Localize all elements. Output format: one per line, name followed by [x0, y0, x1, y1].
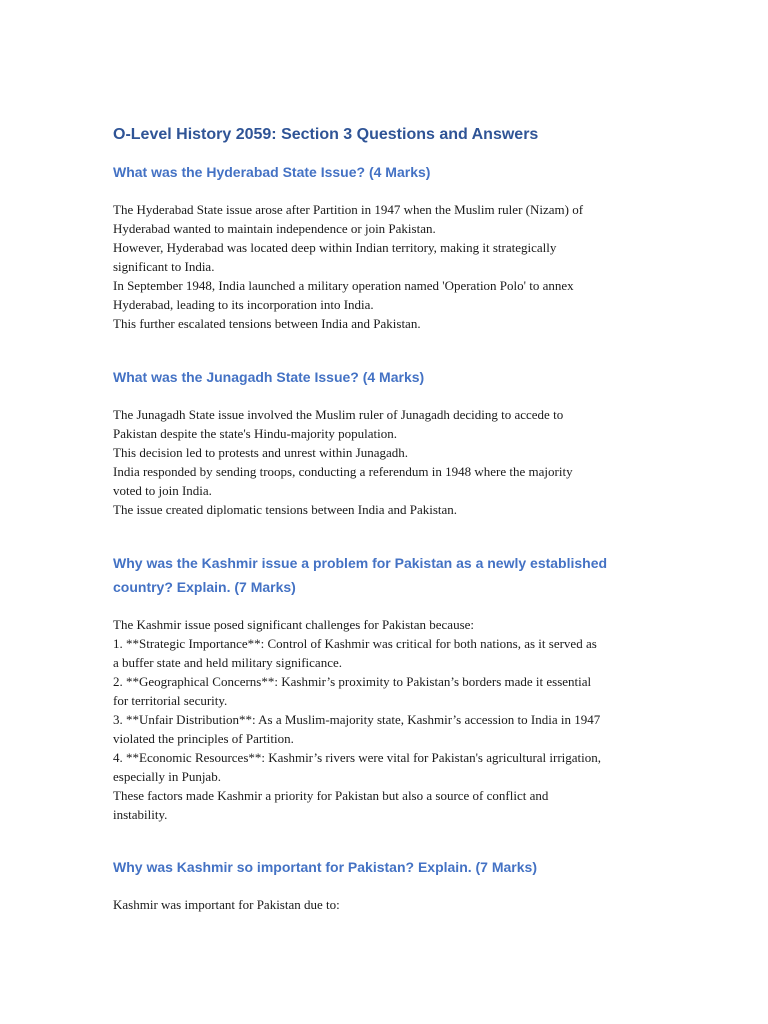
paragraph-line: 3. **Unfair Distribution**: As a Muslim-majority state, Kashmir’s accession to India in 1947	[113, 712, 601, 727]
paragraph-line: However, Hyderabad was located deep within Indian territory, making it strategically	[113, 240, 557, 255]
paragraph-line: violated the principles of Partition.	[113, 731, 294, 746]
paragraph-line: voted to join India.	[113, 483, 212, 498]
document-page	[113, 122, 661, 914]
section-heading-hyderabad: What was the Hyderabad State Issue? (4 Marks)	[113, 164, 431, 180]
paragraph-line: for territorial security.	[113, 693, 228, 708]
heading-line: country? Explain. (7 Marks)	[113, 579, 296, 595]
paragraph-line: instability.	[113, 807, 168, 822]
paragraph-line: This decision led to protests and unrest within Junagadh.	[113, 445, 408, 460]
paragraph-line: 2. **Geographical Concerns**: Kashmir’s proximity to Pakistan’s borders made it essential	[113, 674, 592, 689]
paragraph-line: especially in Punjab.	[113, 769, 221, 784]
section-heading-kashmir-importance: Why was Kashmir so important for Pakistan? Explain. (7 Marks)	[113, 859, 537, 875]
section-body-hyderabad	[113, 200, 661, 333]
paragraph-line: The Hyderabad State issue arose after Partition in 1947 when the Muslim ruler (Nizam) of	[113, 202, 584, 217]
paragraph-line: The issue created diplomatic tensions between India and Pakistan.	[113, 502, 458, 517]
paragraph-line: 1. **Strategic Importance**: Control of Kashmir was critical for both nations, as it served as	[113, 636, 597, 651]
paragraph-line: Kashmir was important for Pakistan due to:	[113, 897, 340, 912]
section-body-junagadh	[113, 405, 661, 519]
paragraph-line: These factors made Kashmir a priority for Pakistan but also a source of conflict and	[113, 788, 549, 803]
section-heading-kashmir-issue	[113, 551, 661, 599]
paragraph-line: Pakistan despite the state's Hindu-majority population.	[113, 426, 397, 441]
section-body-kashmir-issue	[113, 615, 661, 824]
paragraph-line: In September 1948, India launched a military operation named 'Operation Polo' to annex	[113, 278, 574, 293]
paragraph-line: a buffer state and held military significance.	[113, 655, 342, 670]
paragraph-line: India responded by sending troops, conducting a referendum in 1948 where the majority	[113, 464, 573, 479]
heading-line: Why was the Kashmir issue a problem for Pakistan as a newly established	[113, 555, 608, 571]
document-title: O-Level History 2059: Section 3 Questions and Answers	[113, 126, 539, 143]
paragraph-line: This further escalated tensions between India and Pakistan.	[113, 316, 421, 331]
paragraph-line: significant to India.	[113, 259, 215, 274]
section-body-kashmir-importance	[113, 895, 661, 914]
paragraph-line: Hyderabad wanted to maintain independence or join Pakistan.	[113, 221, 436, 236]
paragraph-line: The Junagadh State issue involved the Muslim ruler of Junagadh deciding to accede to	[113, 407, 564, 422]
paragraph-line: 4. **Economic Resources**: Kashmir’s rivers were vital for Pakistan's agricultural irrigation,	[113, 750, 602, 765]
section-heading-junagadh: What was the Junagadh State Issue? (4 Marks)	[113, 369, 425, 385]
paragraph-line: Hyderabad, leading to its incorporation into India.	[113, 297, 374, 312]
paragraph-line: The Kashmir issue posed significant challenges for Pakistan because:	[113, 617, 475, 632]
